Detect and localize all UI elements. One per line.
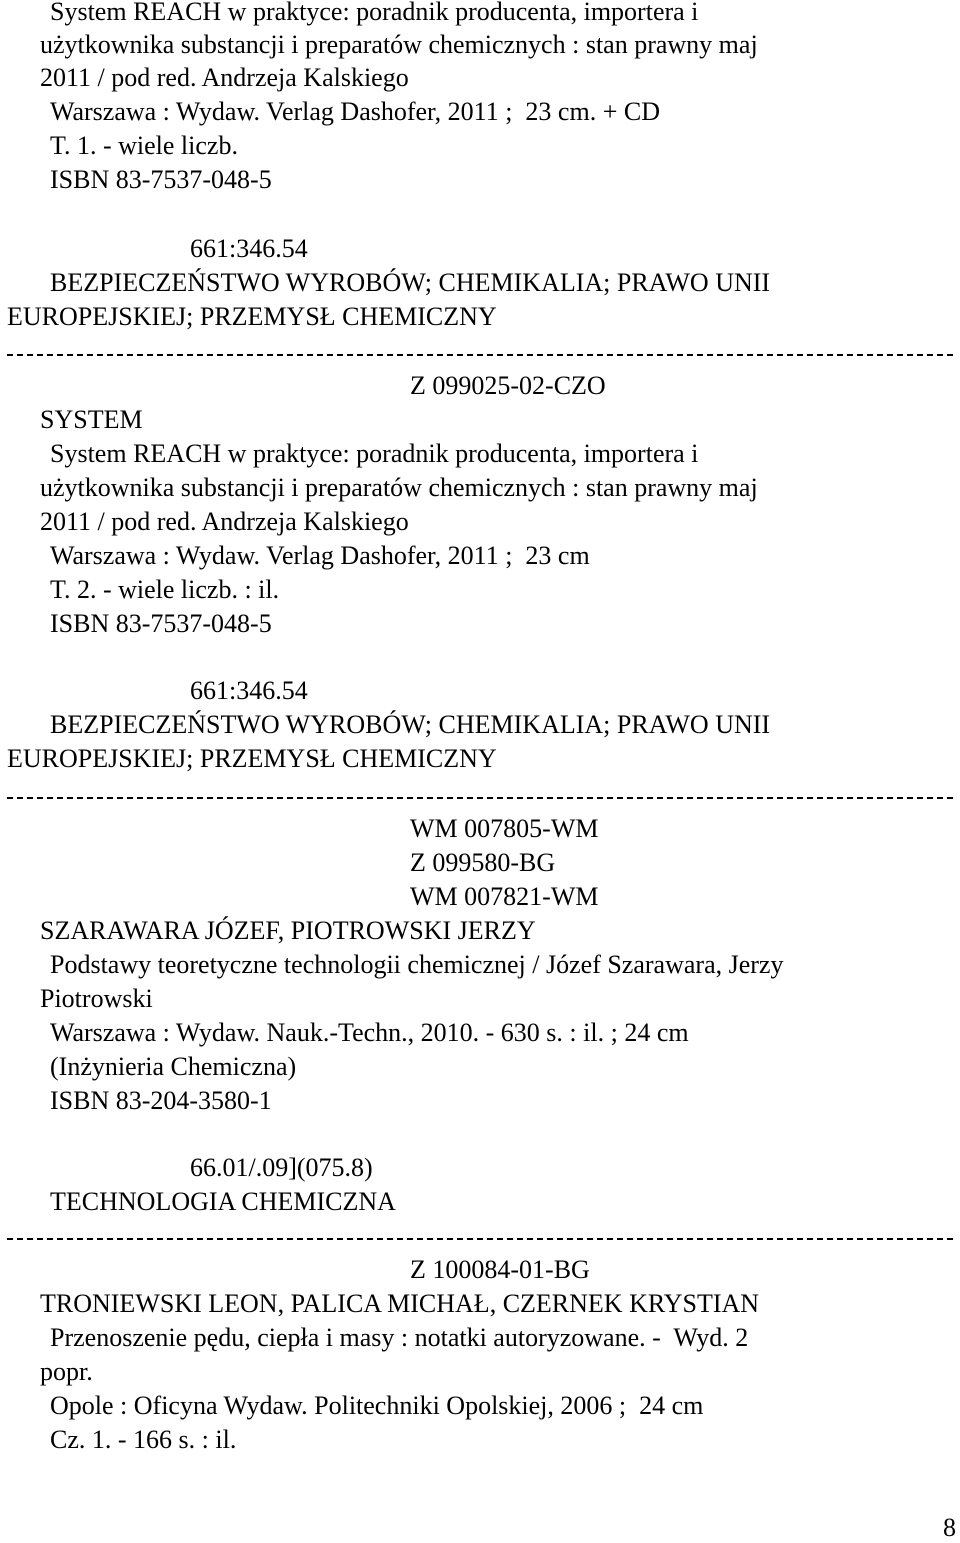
- entry-3-line: Warszawa : Wydaw. Nauk.-Techn., 2010. - 630 s. : il. ; 24 cm: [50, 1018, 689, 1047]
- entry-3-line: ISBN 83-204-3580-1: [50, 1086, 272, 1115]
- call-number: Z 100084-01-BG: [410, 1255, 590, 1284]
- entry-2-line: Warszawa : Wydaw. Verlag Dashofer, 2011 ; 23 cm: [50, 541, 590, 570]
- call-number: Z 099580-BG: [410, 848, 556, 877]
- entry-3-line: Podstawy teoretyczne technologii chemicznej / Józef Szarawara, Jerzy: [50, 950, 784, 979]
- subject-heading: TECHNOLOGIA CHEMICZNA: [50, 1187, 396, 1216]
- entry-separator: [7, 354, 953, 356]
- entry-4-line: Cz. 1. - 166 s. : il.: [50, 1425, 237, 1454]
- classification: 661:346.54: [190, 676, 308, 705]
- entry-4-line: Opole : Oficyna Wydaw. Politechniki Opolskiej, 2006 ; 24 cm: [50, 1391, 704, 1420]
- call-number: WM 007821-WM: [410, 882, 599, 911]
- entry-3-line: Piotrowski: [40, 984, 153, 1013]
- classification: 66.01/.09](075.8): [190, 1153, 373, 1182]
- entry-4-line: popr.: [40, 1357, 93, 1386]
- entry-4-line: Przenoszenie pędu, ciepła i masy : notatki autoryzowane. - Wyd. 2: [50, 1323, 749, 1352]
- entry-heading: SZARAWARA JÓZEF, PIOTROWSKI JERZY: [40, 916, 536, 945]
- entry-separator: [7, 1238, 953, 1240]
- entry-2-line: T. 2. - wiele liczb. : il.: [50, 575, 280, 604]
- subject-heading: EUROPEJSKIEJ; PRZEMYSŁ CHEMICZNY: [7, 744, 497, 773]
- entry-heading: SYSTEM: [40, 405, 143, 434]
- entry-1-line: użytkownika substancji i preparatów chemicznych : stan prawny maj: [40, 30, 758, 59]
- entry-3-line: (Inżynieria Chemiczna): [50, 1052, 297, 1081]
- entry-2-line: ISBN 83-7537-048-5: [50, 609, 272, 638]
- call-number: Z 099025-02-CZO: [410, 371, 606, 400]
- subject-heading: BEZPIECZEŃSTWO WYROBÓW; CHEMIKALIA; PRAWO UNII: [50, 268, 771, 297]
- entry-heading: TRONIEWSKI LEON, PALICA MICHAŁ, CZERNEK KRYSTIAN: [40, 1289, 760, 1318]
- call-number: WM 007805-WM: [410, 814, 599, 843]
- entry-1-line: T. 1. - wiele liczb.: [50, 131, 238, 160]
- entry-2-line: użytkownika substancji i preparatów chemicznych : stan prawny maj: [40, 473, 758, 502]
- entry-1-line: 2011 / pod red. Andrzeja Kalskiego: [40, 63, 409, 92]
- entry-separator: [7, 797, 953, 799]
- subject-heading: EUROPEJSKIEJ; PRZEMYSŁ CHEMICZNY: [7, 302, 497, 331]
- entry-2-line: System REACH w praktyce: poradnik producenta, importera i: [50, 439, 699, 468]
- classification: 661:346.54: [190, 234, 308, 263]
- entry-1-line: ISBN 83-7537-048-5: [50, 165, 272, 194]
- page-number: 8: [943, 1513, 956, 1542]
- entry-2-line: 2011 / pod red. Andrzeja Kalskiego: [40, 507, 409, 536]
- subject-heading: BEZPIECZEŃSTWO WYROBÓW; CHEMIKALIA; PRAWO UNII: [50, 710, 771, 739]
- entry-1-line: Warszawa : Wydaw. Verlag Dashofer, 2011 ; 23 cm. + CD: [50, 97, 660, 126]
- entry-1-line: System REACH w praktyce: poradnik producenta, importera i: [50, 0, 699, 26]
